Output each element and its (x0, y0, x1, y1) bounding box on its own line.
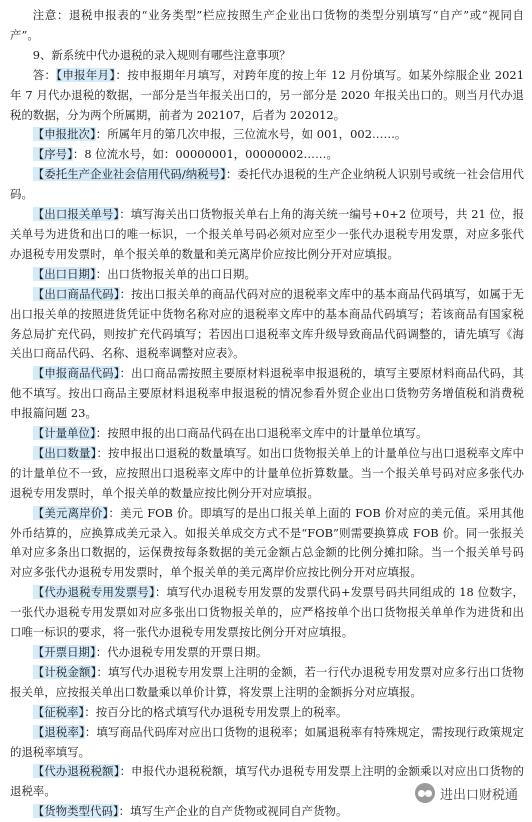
field-label: 【出口数量】 (32, 445, 97, 460)
field-description: ：按照申报的出口商品代码在出口退税率文库中的计量单位填写。 (95, 426, 428, 441)
field-label: 【申报批次】 (32, 127, 96, 142)
field-description: ：按申报期年月填写，对跨年度的按上年 12 月份填写。如某外综服企业 2021 年 7 月代办退税的数据，一部分是当年报关出口的，另一部分是 2020 年报关出口的。则当月代办退税的数据，分为两个所属期，前者为 202107，后者为 202012。 (10, 67, 525, 122)
field-description: ：委托代办退税的生产企业纳税人识别号或统一社会信用代码。 (10, 167, 524, 202)
field-label: 【货物类型代码】 (32, 804, 119, 819)
field-label: 【出口报关单号】 (32, 207, 120, 222)
wechat-icon (415, 783, 435, 803)
answer-item (10, 424, 524, 444)
field-description: ：填写代办退税专用发票上注明的金额，若一行代办退税专用发票对应多行出口货物报关单，应按报关单出口数量乘以单价计算，将发票上注明的金额拆分对应填报。 (10, 664, 524, 699)
field-description: ：所属年月的第几次申报，三位流水号，如 001，002……。 (95, 127, 407, 142)
answer-item (10, 125, 524, 145)
field-description: ：填写代办退税专用发票的发票代码+发票号码共同组成的 18 位数字，一张代办退税专用发票如对应多张出口货物报关单的，应严格按单个出口货物报关单单作为进货和出口唯一标识的要求，将一张代办退税专用发票按比例分开对应填报。 (10, 585, 525, 640)
field-label: 【计税金额】 (32, 664, 97, 679)
field-label: 【申报商品代码】 (32, 366, 120, 381)
answer-item (10, 205, 524, 265)
answer-item (10, 663, 524, 703)
answer-item (10, 504, 524, 584)
answer-item (10, 643, 524, 663)
answer-items (10, 66, 524, 822)
field-label: 【出口日期】 (32, 266, 96, 281)
field-label: 【委托生产企业社会信用代码/纳税号】 (32, 167, 226, 182)
answer-item (10, 444, 524, 504)
document-body (10, 6, 524, 822)
watermark (415, 783, 518, 803)
field-description: ：按百分比的格式填写代办退税专用发票上的税率。 (84, 704, 348, 719)
field-description: ：填写商品代码库对应出口货物的退税率；如属退税率有特殊规定，需按现行政策规定的退税率填写。 (10, 724, 524, 759)
field-description: ：填写海关出口货物报关单右上角的海关统一编号+0+2 位项号，共 21 位，报关单号为进货和出口的唯一标识，一个报关单号码必须对应至少一张代办退税专用发票，对应多张代办退税专用发票时，单个报关单的数量和美元离岸价应按比例分开对应填报。 (10, 207, 525, 261)
note-paragraph: 注意：退税申报表的“业务类型”栏应按照生产企业出口货物的类型分别填写“自产”或“视同自产”。 (10, 8, 524, 42)
answer-item (10, 165, 524, 205)
field-label: 【序号】 (32, 147, 73, 162)
field-label: 【出口商品代码】 (32, 286, 120, 301)
answer-item (10, 802, 524, 822)
answer-item (10, 66, 524, 126)
answer-item (10, 145, 524, 165)
field-description: ：出口货物报关单的出口日期。 (95, 266, 256, 281)
field-description: ：美元 FOB 价。即填写的是出口报关单上面的 FOB 价对应的美元值。采用其他外币结算的，应换算成美元录入。如报关单成交方式不是“FOB”则需要换算成 FOB 价。同一张报关单对应多条出口数据的，运保费按每条数据的美元金额占总金额的比例分摊扣除。当一个报关单号码对应多张代办退税专用发票时，单个报关单的美元离岸价应按比例分开对应填报。 (10, 505, 524, 580)
field-description: ：申报代办退税税额，填写代办退税专用发票上注明的金额乘以对应出口货物的退税率。 (10, 764, 524, 799)
answer-prefix: 答： (32, 67, 57, 82)
field-description: ：8 位流水号，如：00000001，00000002……。 (72, 147, 338, 162)
field-label: 【征税率】 (32, 704, 85, 719)
field-label: 【开票日期】 (32, 645, 96, 659)
field-label: 【代办退税专用发票号】 (32, 585, 155, 600)
question-heading: 9、新系统中代办退税的录入规则有哪些注意事项？ (32, 47, 291, 62)
answer-item (10, 285, 524, 365)
field-description: ：按申报出口退税的数量填写。如出口货物报关单上的计量单位与出口退税率文库中的计量单位不一致，应按照出口退税率文库中的计量单位折算数量。当一个报关单号码对应多张代办退税专用发票时，单个报关单的数量应按比例分开对应填报。 (10, 445, 524, 500)
field-label: 【退税率】 (32, 724, 85, 739)
watermark-text: 进出口财税通 (439, 787, 518, 803)
answer-item (10, 364, 524, 424)
field-label: 【申报年月】 (56, 67, 116, 82)
answer-item (10, 703, 524, 723)
field-label: 【代办退税税额】 (32, 764, 120, 779)
answer-item (10, 723, 524, 763)
field-label: 【计量单位】 (32, 426, 96, 441)
answer-item (10, 583, 524, 643)
field-description: ：出口商品需按照主要原材料退税率申报退税的，填写主要原材料商品代码，其他不填写。按出口商品主要原材料退税率申报退税的情况参看外贸企业出口货物劳务增值税和消费税申报篇问题 23。 (10, 366, 524, 421)
field-description: ：代办退税专用发票的开票日期。 (95, 645, 268, 659)
answer-item (10, 265, 524, 285)
field-description: ：按出口报关单的商品代码对应的退税率文库中的基本商品代码填写，如属于无出口报关单的按照进货凭证中货物名称对应的退税率文库中的基本商品代码填写；若该商品有国家税务总局扩充代码，则按扩充代码填写；若因出口退税率文库升级导致商品代码调整的，请先填写《海关出口商品代码、名称、退税率调整对应表》。 (10, 286, 524, 361)
field-description: ：填写生产企业的自产货物或视同自产货物。 (118, 804, 348, 819)
field-label: 【美元离岸价】 (32, 505, 109, 520)
